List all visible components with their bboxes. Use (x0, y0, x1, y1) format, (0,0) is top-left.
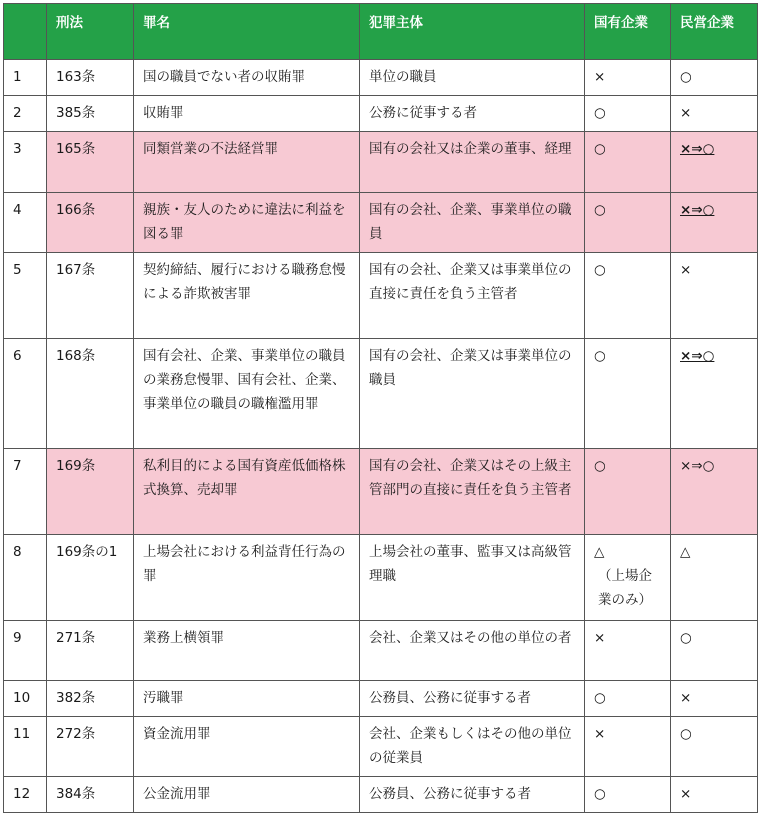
table-row (4, 681, 758, 717)
header-private: 民営企業 (671, 4, 758, 60)
cell-subject: 公務員、公務に従事する者 (360, 777, 585, 813)
cell-law: 272条 (47, 717, 134, 777)
table-row (4, 339, 758, 449)
header-no (4, 4, 47, 60)
cell-no: 4 (4, 193, 47, 253)
cell-state: ○ (585, 681, 671, 717)
cell-private: ×⇒○ (671, 339, 758, 449)
table-header-row (4, 4, 758, 60)
table-row (4, 60, 758, 96)
cell-state: × (585, 60, 671, 96)
table-row (4, 449, 758, 535)
cell-state: ○ (585, 132, 671, 193)
cell-no: 2 (4, 96, 47, 132)
cell-no: 6 (4, 339, 47, 449)
cell-crime: 資金流用罪 (134, 717, 360, 777)
cell-law: 382条 (47, 681, 134, 717)
cell-law: 165条 (47, 132, 134, 193)
cell-private: × (671, 681, 758, 717)
cell-crime: 私利目的による国有資産低価格株式換算、売却罪 (134, 449, 360, 535)
cell-no: 10 (4, 681, 47, 717)
cell-law: 384条 (47, 777, 134, 813)
state-note: （上場企業のみ） (598, 568, 652, 608)
cell-state: ○ (585, 253, 671, 339)
cell-no: 11 (4, 717, 47, 777)
cell-private: ○ (671, 60, 758, 96)
cell-subject: 会社、企業もしくはその他の単位の従業員 (360, 717, 585, 777)
cell-subject: 国有の会社、企業又はその上級主管部門の直接に責任を負う主管者 (360, 449, 585, 535)
cell-law: 385条 (47, 96, 134, 132)
cell-state: ○ (585, 449, 671, 535)
header-crime: 罪名 (134, 4, 360, 60)
cell-state: × (585, 717, 671, 777)
cell-crime: 親族・友人のために違法に利益を図る罪 (134, 193, 360, 253)
cell-private: ×⇒○ (671, 132, 758, 193)
cell-state: × (585, 621, 671, 681)
cell-subject: 公務に従事する者 (360, 96, 585, 132)
table-row (4, 777, 758, 813)
cell-subject: 会社、企業又はその他の単位の者 (360, 621, 585, 681)
cell-crime: 同類営業の不法経営罪 (134, 132, 360, 193)
cell-state (585, 535, 671, 621)
cell-state: ○ (585, 96, 671, 132)
table-row (4, 253, 758, 339)
cell-law: 168条 (47, 339, 134, 449)
cell-crime: 汚職罪 (134, 681, 360, 717)
cell-private: × (671, 253, 758, 339)
cell-crime: 国有会社、企業、事業単位の職員の業務怠慢罪、国有会社、企業、事業単位の職員の職権濫用罪 (134, 339, 360, 449)
cell-private: × (671, 777, 758, 813)
cell-law: 167条 (47, 253, 134, 339)
cell-state: ○ (585, 193, 671, 253)
cell-private: ×⇒○ (671, 449, 758, 535)
cell-subject: 国有の会社、企業又は事業単位の職員 (360, 339, 585, 449)
cell-crime: 公金流用罪 (134, 777, 360, 813)
table-row (4, 535, 758, 621)
cell-no: 5 (4, 253, 47, 339)
cell-no: 8 (4, 535, 47, 621)
cell-crime: 上場会社における利益背任行為の罪 (134, 535, 360, 621)
cell-no: 3 (4, 132, 47, 193)
table-row (4, 96, 758, 132)
state-symbol: △ (594, 544, 605, 560)
criminal-law-table (3, 3, 758, 813)
cell-subject: 上場会社の董事、監事又は高級管理職 (360, 535, 585, 621)
cell-crime: 国の職員でない者の収賄罪 (134, 60, 360, 96)
cell-crime: 契約締結、履行における職務怠慢による詐欺被害罪 (134, 253, 360, 339)
table-row (4, 717, 758, 777)
header-state: 国有企業 (585, 4, 671, 60)
cell-state: ○ (585, 777, 671, 813)
cell-no: 9 (4, 621, 47, 681)
cell-subject: 国有の会社又は企業の董事、経理 (360, 132, 585, 193)
table-row (4, 132, 758, 193)
cell-law: 169条 (47, 449, 134, 535)
cell-law: 169条の1 (47, 535, 134, 621)
cell-private: ○ (671, 717, 758, 777)
cell-crime: 収賄罪 (134, 96, 360, 132)
cell-private: × (671, 96, 758, 132)
cell-law: 271条 (47, 621, 134, 681)
table-row (4, 193, 758, 253)
cell-subject: 国有の会社、企業、事業単位の職員 (360, 193, 585, 253)
header-law: 刑法 (47, 4, 134, 60)
cell-subject: 公務員、公務に従事する者 (360, 681, 585, 717)
cell-private: ×⇒○ (671, 193, 758, 253)
header-subject: 犯罪主体 (360, 4, 585, 60)
cell-private: △ (671, 535, 758, 621)
table-row (4, 621, 758, 681)
cell-no: 7 (4, 449, 47, 535)
cell-subject: 単位の職員 (360, 60, 585, 96)
cell-no: 1 (4, 60, 47, 96)
cell-no: 12 (4, 777, 47, 813)
cell-state: ○ (585, 339, 671, 449)
cell-crime: 業務上横領罪 (134, 621, 360, 681)
cell-subject: 国有の会社、企業又は事業単位の直接に責任を負う主管者 (360, 253, 585, 339)
cell-law: 166条 (47, 193, 134, 253)
cell-law: 163条 (47, 60, 134, 96)
cell-private: ○ (671, 621, 758, 681)
